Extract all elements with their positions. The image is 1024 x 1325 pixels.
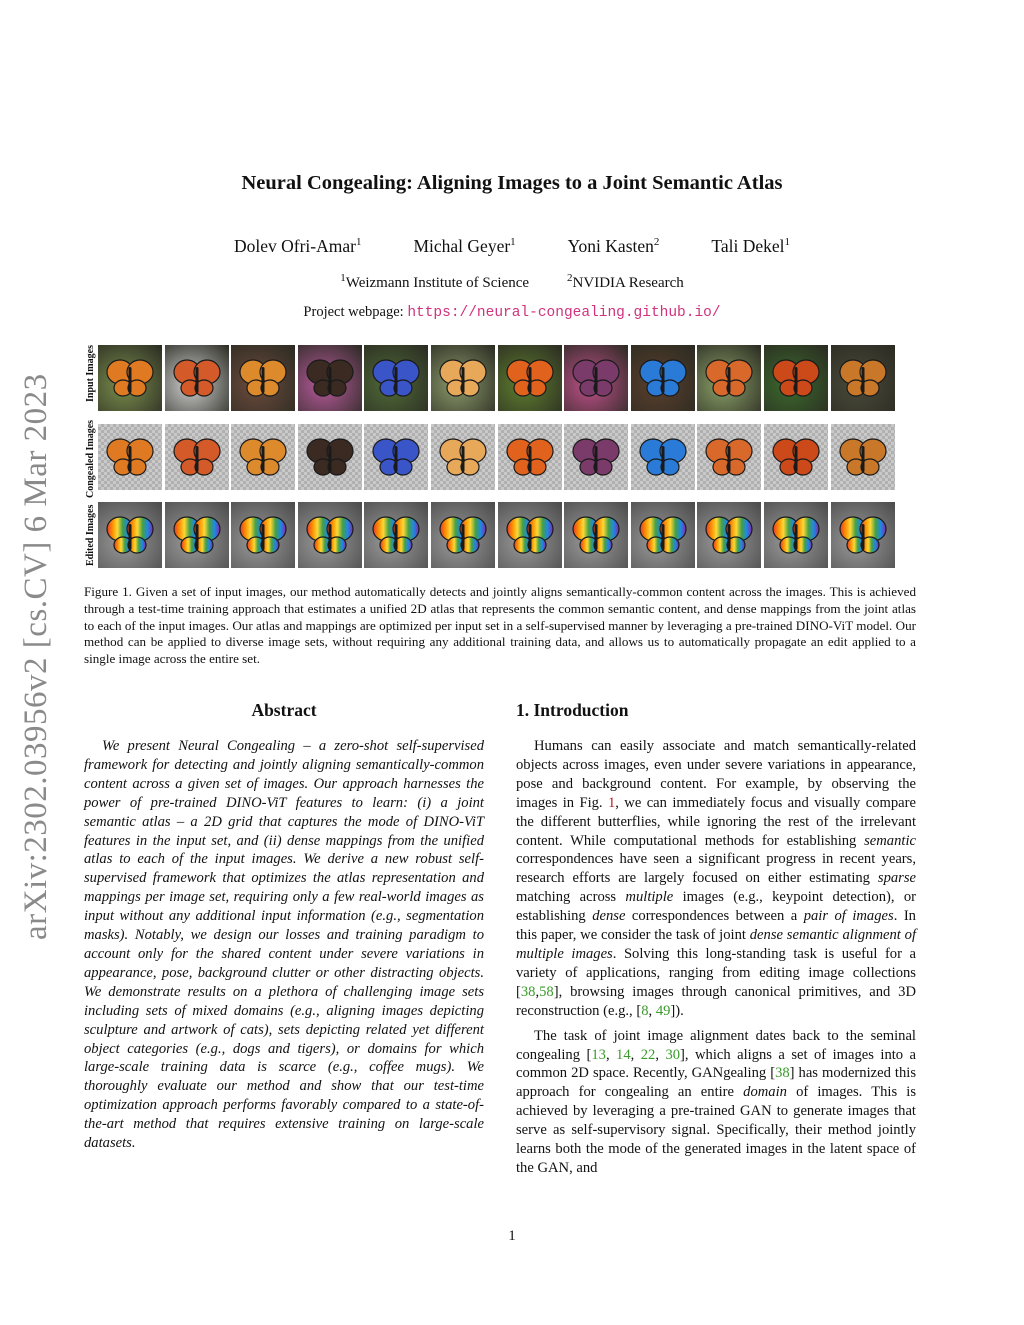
- butterfly-icon: [564, 345, 628, 411]
- citation-link[interactable]: 49: [655, 1002, 671, 1019]
- edited-image: [431, 502, 495, 568]
- input-image: [165, 345, 229, 411]
- input-image: [231, 345, 295, 411]
- butterfly-icon: [697, 345, 761, 411]
- input-image: [631, 345, 695, 411]
- edited-image: [231, 502, 295, 568]
- edited-image: [564, 502, 628, 568]
- author-list: [0, 236, 1024, 257]
- butterfly-icon: [298, 502, 362, 568]
- butterfly-icon: [165, 424, 229, 490]
- butterfly-icon: [764, 502, 828, 568]
- butterfly-icon: [431, 424, 495, 490]
- edited-image: [697, 502, 761, 568]
- author: Dolev Ofri-Amar$^1$: [233, 236, 362, 256]
- citation-link[interactable]: 38: [775, 1065, 790, 1082]
- butterfly-icon: [431, 345, 495, 411]
- input-image: [764, 345, 828, 411]
- edited-images-row: [98, 502, 895, 568]
- butterfly-icon: [298, 424, 362, 490]
- congealed-image: [498, 424, 562, 490]
- butterfly-icon: [98, 424, 162, 490]
- citation-link[interactable]: 30: [665, 1046, 681, 1063]
- butterfly-icon: [564, 502, 628, 568]
- butterfly-icon: [831, 424, 895, 490]
- congealed-image: [364, 424, 428, 490]
- butterfly-icon: [231, 502, 295, 568]
- affiliation-list: [0, 272, 1024, 292]
- input-image: [831, 345, 895, 411]
- input-images-row: [98, 345, 895, 411]
- abstract-column: [84, 700, 484, 1153]
- congealed-image: [431, 424, 495, 490]
- affiliation: $^1$Weizmann Institute of Science: [340, 272, 530, 291]
- congealed-image: [564, 424, 628, 490]
- figure-caption: Figure 1. Given a set of input images, our method automatically detects and jointly aligns semantically-common content across the images. This is achieved through a test-time training approach that estimates a unified 2D atlas that represents the common semantic content, and dense mappings from the joint atlas to each of the input images. Our atlas and mappings are optimized per input set in a self-supervised manner by leveraging a pre-trained DINO-ViT model. Our method can be applied to diverse image sets, without requiring any additional training data, and allows us to automatically propagate an edit applied to a single image across the entire set.: [84, 584, 916, 667]
- row-label-input: Input Images: [85, 345, 96, 402]
- page-number: 1: [508, 1228, 516, 1244]
- congealed-image: [831, 424, 895, 490]
- abstract-text: We present Neural Congealing – a zero-shot self-supervised framework for detecting and jointly aligning semantically-common content across a given set of images. Our approach harnesses the power of pre-trained DINO-ViT features to learn: (i) a joint semantic atlas – a 2D grid that captures the mode of DINO-ViT features in the input set, and (ii) dense mappings from the unified atlas to each of the input images. We derive a new robust self-supervised framework that optimizes the atlas representation and mappings per image set, requiring only a few real-world images as input without any additional input information (e.g., segmentation masks). Notably, we design our losses and training paradigm to account only for the shared content under severe variations in appearance, pose, background clutter or other distracting objects. We demonstrate results on a plethora of challenging image sets including sets of mixed domains (e.g., aligning images depicting sculpture and artwork of cats), sets depicting related yet different object categories (e.g., dogs and tigers), or domains for which large-scale training data is scarce (e.g., coffee mugs). We thoroughly evaluate our method and show that our test-time optimization approach performs favorably compared to a state-of-the-art method that requires extensive training on large-scale datasets.: [84, 738, 484, 1152]
- butterfly-icon: [98, 502, 162, 568]
- butterfly-icon: [231, 345, 295, 411]
- butterfly-icon: [831, 345, 895, 411]
- edited-image: [98, 502, 162, 568]
- butterfly-icon: [165, 502, 229, 568]
- citation-link[interactable]: 58: [539, 983, 554, 1000]
- butterfly-icon: [298, 345, 362, 411]
- intro-paragraph-1: Humans can easily associate and match semantically-related objects across images, even under severe variations in appearance, pose and background content. For example, by observing the images in Fig. 1, we can immediately focus and visually compare the different butterflies, while ignoring the rest of the irrelevant content. While computational methods for establishing semantic correspondences have seen a significant progress in recent years, research efforts are largely focused on either estimating sparse matching across multiple images (e.g., keypoint detection), or establishing dense correspondences between a pair of images. In this paper, we consider the task of joint dense semantic alignment of multiple images. Solving this long-standing task is useful for a variety of applications, ranging from editing image collections [38,58], browsing images through canonical primitives, and 3D reconstruction (e.g., [8, 49]).: [516, 738, 917, 1019]
- figure-reference[interactable]: 1: [607, 794, 616, 811]
- congealed-image: [764, 424, 828, 490]
- butterfly-icon: [231, 424, 295, 490]
- butterfly-icon: [364, 502, 428, 568]
- butterfly-icon: [431, 502, 495, 568]
- introduction-column: [516, 700, 916, 1184]
- intro-paragraph-2: The task of joint image alignment dates back to the seminal congealing [13, 14, 22, 30], which aligns a set of images into a common 2D space. Recently, GANgealing [38] has modernized this approach for congealing an entire domain of images. This is achieved by leveraging a pre-trained GAN to generate images that serve as self-supervisory signal. Specifically, their method jointly learns both the mode of the generated images in the latent space of the GAN, and: [516, 1027, 917, 1176]
- butterfly-icon: [498, 502, 562, 568]
- butterfly-icon: [631, 345, 695, 411]
- introduction-heading: 1. Introduction: [516, 700, 629, 720]
- edited-image: [831, 502, 895, 568]
- butterfly-icon: [831, 502, 895, 568]
- edited-image: [298, 502, 362, 568]
- citation-link[interactable]: 14: [616, 1046, 631, 1063]
- butterfly-icon: [564, 424, 628, 490]
- edited-image: [764, 502, 828, 568]
- butterfly-icon: [631, 424, 695, 490]
- arxiv-identifier: arXiv:2302.03956v2 [cs.CV] 6 Mar 2023: [18, 373, 54, 940]
- citation-link[interactable]: 8: [641, 1002, 649, 1019]
- input-image: [98, 345, 162, 411]
- butterfly-icon: [498, 424, 562, 490]
- input-image: [564, 345, 628, 411]
- congealed-image: [631, 424, 695, 490]
- row-label-congealed: Congealed Images: [85, 419, 96, 498]
- row-label-edited: Edited Images: [85, 504, 96, 566]
- author: Michal Geyer$^1$: [413, 236, 516, 256]
- paper-title: Neural Congealing: Aligning Images to a Joint Semantic Atlas: [241, 172, 783, 194]
- citation-link[interactable]: 13: [591, 1046, 606, 1063]
- butterfly-icon: [98, 345, 162, 411]
- edited-image: [165, 502, 229, 568]
- congealed-images-row: [98, 424, 895, 490]
- congealed-image: [697, 424, 761, 490]
- congealed-image: [298, 424, 362, 490]
- congealed-image: [231, 424, 295, 490]
- citation-link[interactable]: 38: [520, 983, 536, 1000]
- affiliation: $^2$NVIDIA Research: [567, 272, 684, 291]
- webpage-link[interactable]: https://neural-congealing.github.io/: [407, 305, 721, 321]
- project-webpage: [0, 304, 1024, 321]
- edited-image: [498, 502, 562, 568]
- abstract-heading: Abstract: [251, 700, 317, 720]
- edited-image: [631, 502, 695, 568]
- butterfly-icon: [498, 345, 562, 411]
- webpage-label: Project webpage:: [303, 304, 404, 320]
- butterfly-icon: [764, 345, 828, 411]
- butterfly-icon: [364, 424, 428, 490]
- butterfly-icon: [631, 502, 695, 568]
- butterfly-icon: [697, 502, 761, 568]
- butterfly-icon: [764, 424, 828, 490]
- butterfly-icon: [697, 424, 761, 490]
- input-image: [697, 345, 761, 411]
- author: Tali Dekel$^1$: [711, 236, 791, 256]
- butterfly-icon: [165, 345, 229, 411]
- congealed-image: [165, 424, 229, 490]
- input-image: [498, 345, 562, 411]
- congealed-image: [98, 424, 162, 490]
- input-image: [431, 345, 495, 411]
- input-image: [298, 345, 362, 411]
- author: Yoni Kasten$^2$: [567, 236, 660, 256]
- butterfly-icon: [364, 345, 428, 411]
- citation-link[interactable]: 22: [640, 1046, 656, 1063]
- input-image: [364, 345, 428, 411]
- teaser-figure: [84, 342, 916, 568]
- edited-image: [364, 502, 428, 568]
